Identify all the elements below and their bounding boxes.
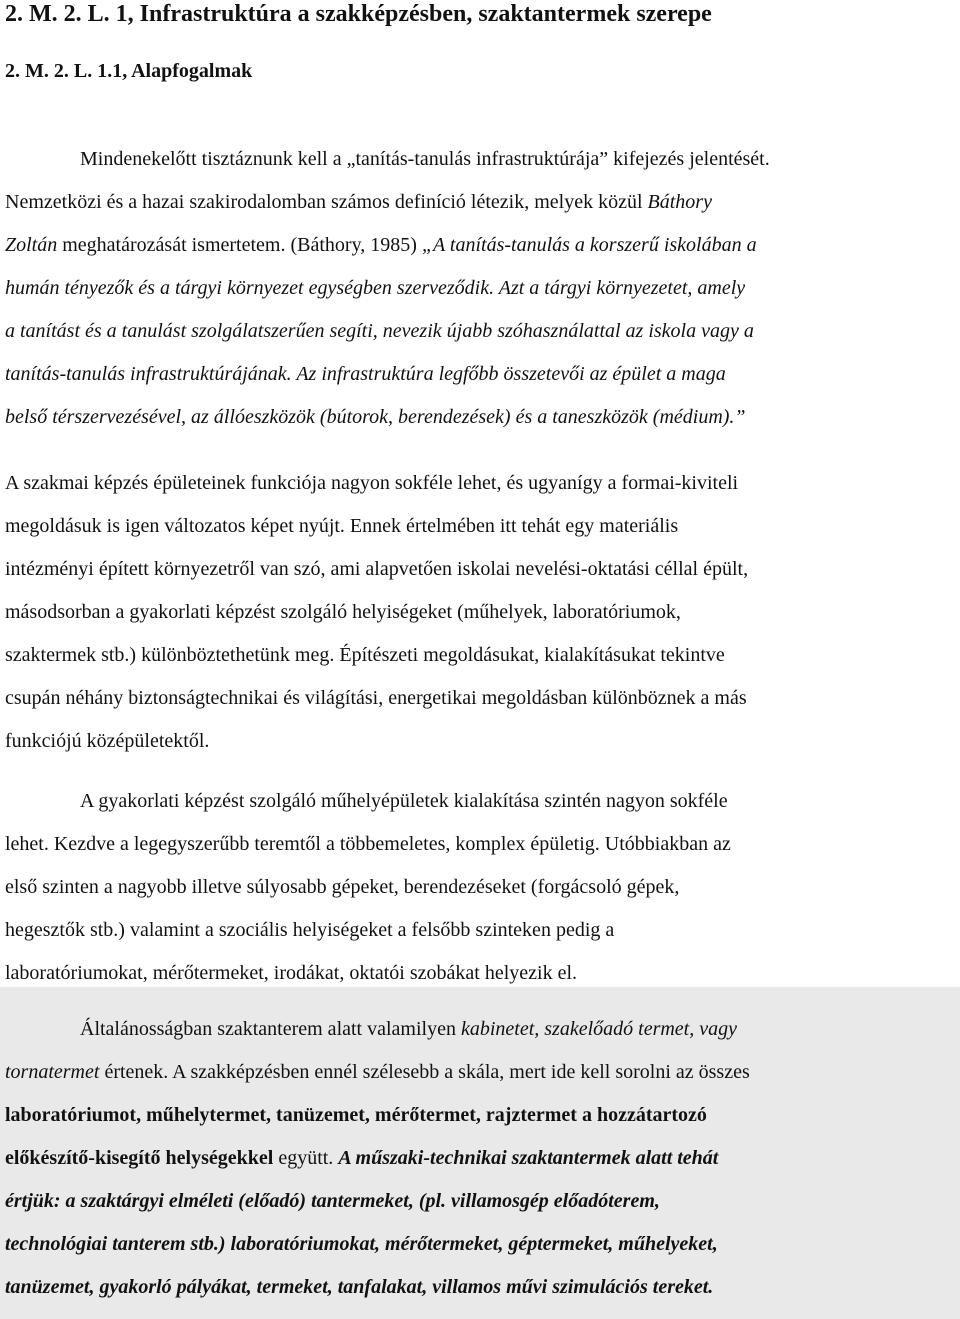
text-line: funkciójú középületektől. bbox=[5, 730, 210, 752]
text-line: lehet. Kezdve a legegyszerűbb teremtől a többemeletes, komplex épületig. Utóbbiakban az bbox=[5, 833, 731, 855]
text-line: tornatermet értenek. A szakképzésben ennél szélesebb a skála, mert ide kell sorolni az összes bbox=[5, 1061, 750, 1083]
text-line: A szakmai képzés épületeinek funkciója nagyon sokféle lehet, és ugyanígy a formai-kiviteli bbox=[5, 472, 739, 494]
paragraph-definition bbox=[5, 138, 955, 439]
text-line: csupán néhány biztonságtechnikai és világítási, energetikai megoldásban különböznek a más bbox=[5, 687, 747, 709]
paragraph-specialized-rooms bbox=[5, 1008, 955, 1309]
text-line: megoldásuk is igen változatos képet nyújt. Ennek értelmében itt tehát egy materiális bbox=[5, 515, 679, 537]
text-line: másodsorban a gyakorlati képzést szolgáló helyiségeket (műhelyek, laboratóriumok, bbox=[5, 601, 681, 623]
text-line: előkészítő-kisegítő helységekkel együtt. A műszaki-technikai szaktantermek alatt tehát bbox=[5, 1147, 719, 1169]
text-line: technológiai tanterem stb.) laboratóriumokat, mérőtermeket, géptermeket, műhelyeket, bbox=[5, 1233, 718, 1255]
text-line: intézményi épített környezetről van szó, ami alapvetően iskolai nevelési-oktatási céllal épült, bbox=[5, 558, 749, 580]
text-line: laboratóriumokat, mérőtermeket, irodákat, oktatói szobákat helyezik el. bbox=[5, 962, 578, 984]
text-line: Általánosságban szaktanterem alatt valamilyen kabinetet, szakelőadó termet, vagy bbox=[80, 1018, 737, 1040]
text-line: Zoltán meghatározását ismertetem. (Báthory, 1985) „A tanítás-tanulás a korszerű iskolában a bbox=[5, 234, 757, 256]
subsection-heading: 2. M. 2. L. 1.1, Alapfogalmak bbox=[5, 60, 253, 82]
text-line: szaktermek stb.) különböztethetünk meg. Építészeti megoldásukat, kialakításukat tekintve bbox=[5, 644, 725, 666]
text-line: hegesztők stb.) valamint a szociális helyiségeket a felsőbb szinteken pedig a bbox=[5, 919, 615, 941]
text-line: belső térszervezésével, az állóeszközök (bútorok, berendezések) és a taneszközök (médium).” bbox=[5, 406, 746, 428]
text-line: A gyakorlati képzést szolgáló műhelyépületek kialakítása szintén nagyon sokféle bbox=[80, 790, 728, 812]
paragraph-workshops bbox=[5, 780, 955, 995]
text-line: humán tényezők és a tárgyi környezet egységben szerveződik. Azt a tárgyi környezetet, amely bbox=[5, 277, 746, 299]
text-line: a tanítást és a tanulást szolgálatszerűen segíti, nevezik újabb szóhasználattal az iskola vagy a bbox=[5, 320, 754, 342]
text-line: első szinten a nagyobb illetve súlyosabb gépeket, berendezéseket (forgácsoló gépek, bbox=[5, 876, 680, 898]
paragraph-buildings bbox=[5, 462, 955, 763]
text-line: Nemzetközi és a hazai szakirodalomban számos definíció létezik, melyek közül Báthory bbox=[5, 191, 712, 213]
text-line: tanüzemet, gyakorló pályákat, termeket, tanfalakat, villamos művi szimulációs tereket. bbox=[5, 1276, 714, 1298]
text-line: értjük: a szaktárgyi elméleti (előadó) tantermeket, (pl. villamosgép előadóterem, bbox=[5, 1190, 660, 1212]
section-heading: 2. M. 2. L. 1, Infrastruktúra a szakképzésben, szaktantermek szerepe bbox=[5, 1, 712, 27]
text-line: laboratóriumot, műhelytermet, tanüzemet, mérőtermet, rajztermet a hozzátartozó bbox=[5, 1104, 707, 1126]
text-line: tanítás-tanulás infrastruktúrájának. Az infrastruktúra legfőbb összetevői az épület a maga bbox=[5, 363, 726, 385]
text-line: Mindenekelőtt tisztáznunk kell a „tanítás-tanulás infrastruktúrája” kifejezés jelentését. bbox=[80, 148, 770, 170]
